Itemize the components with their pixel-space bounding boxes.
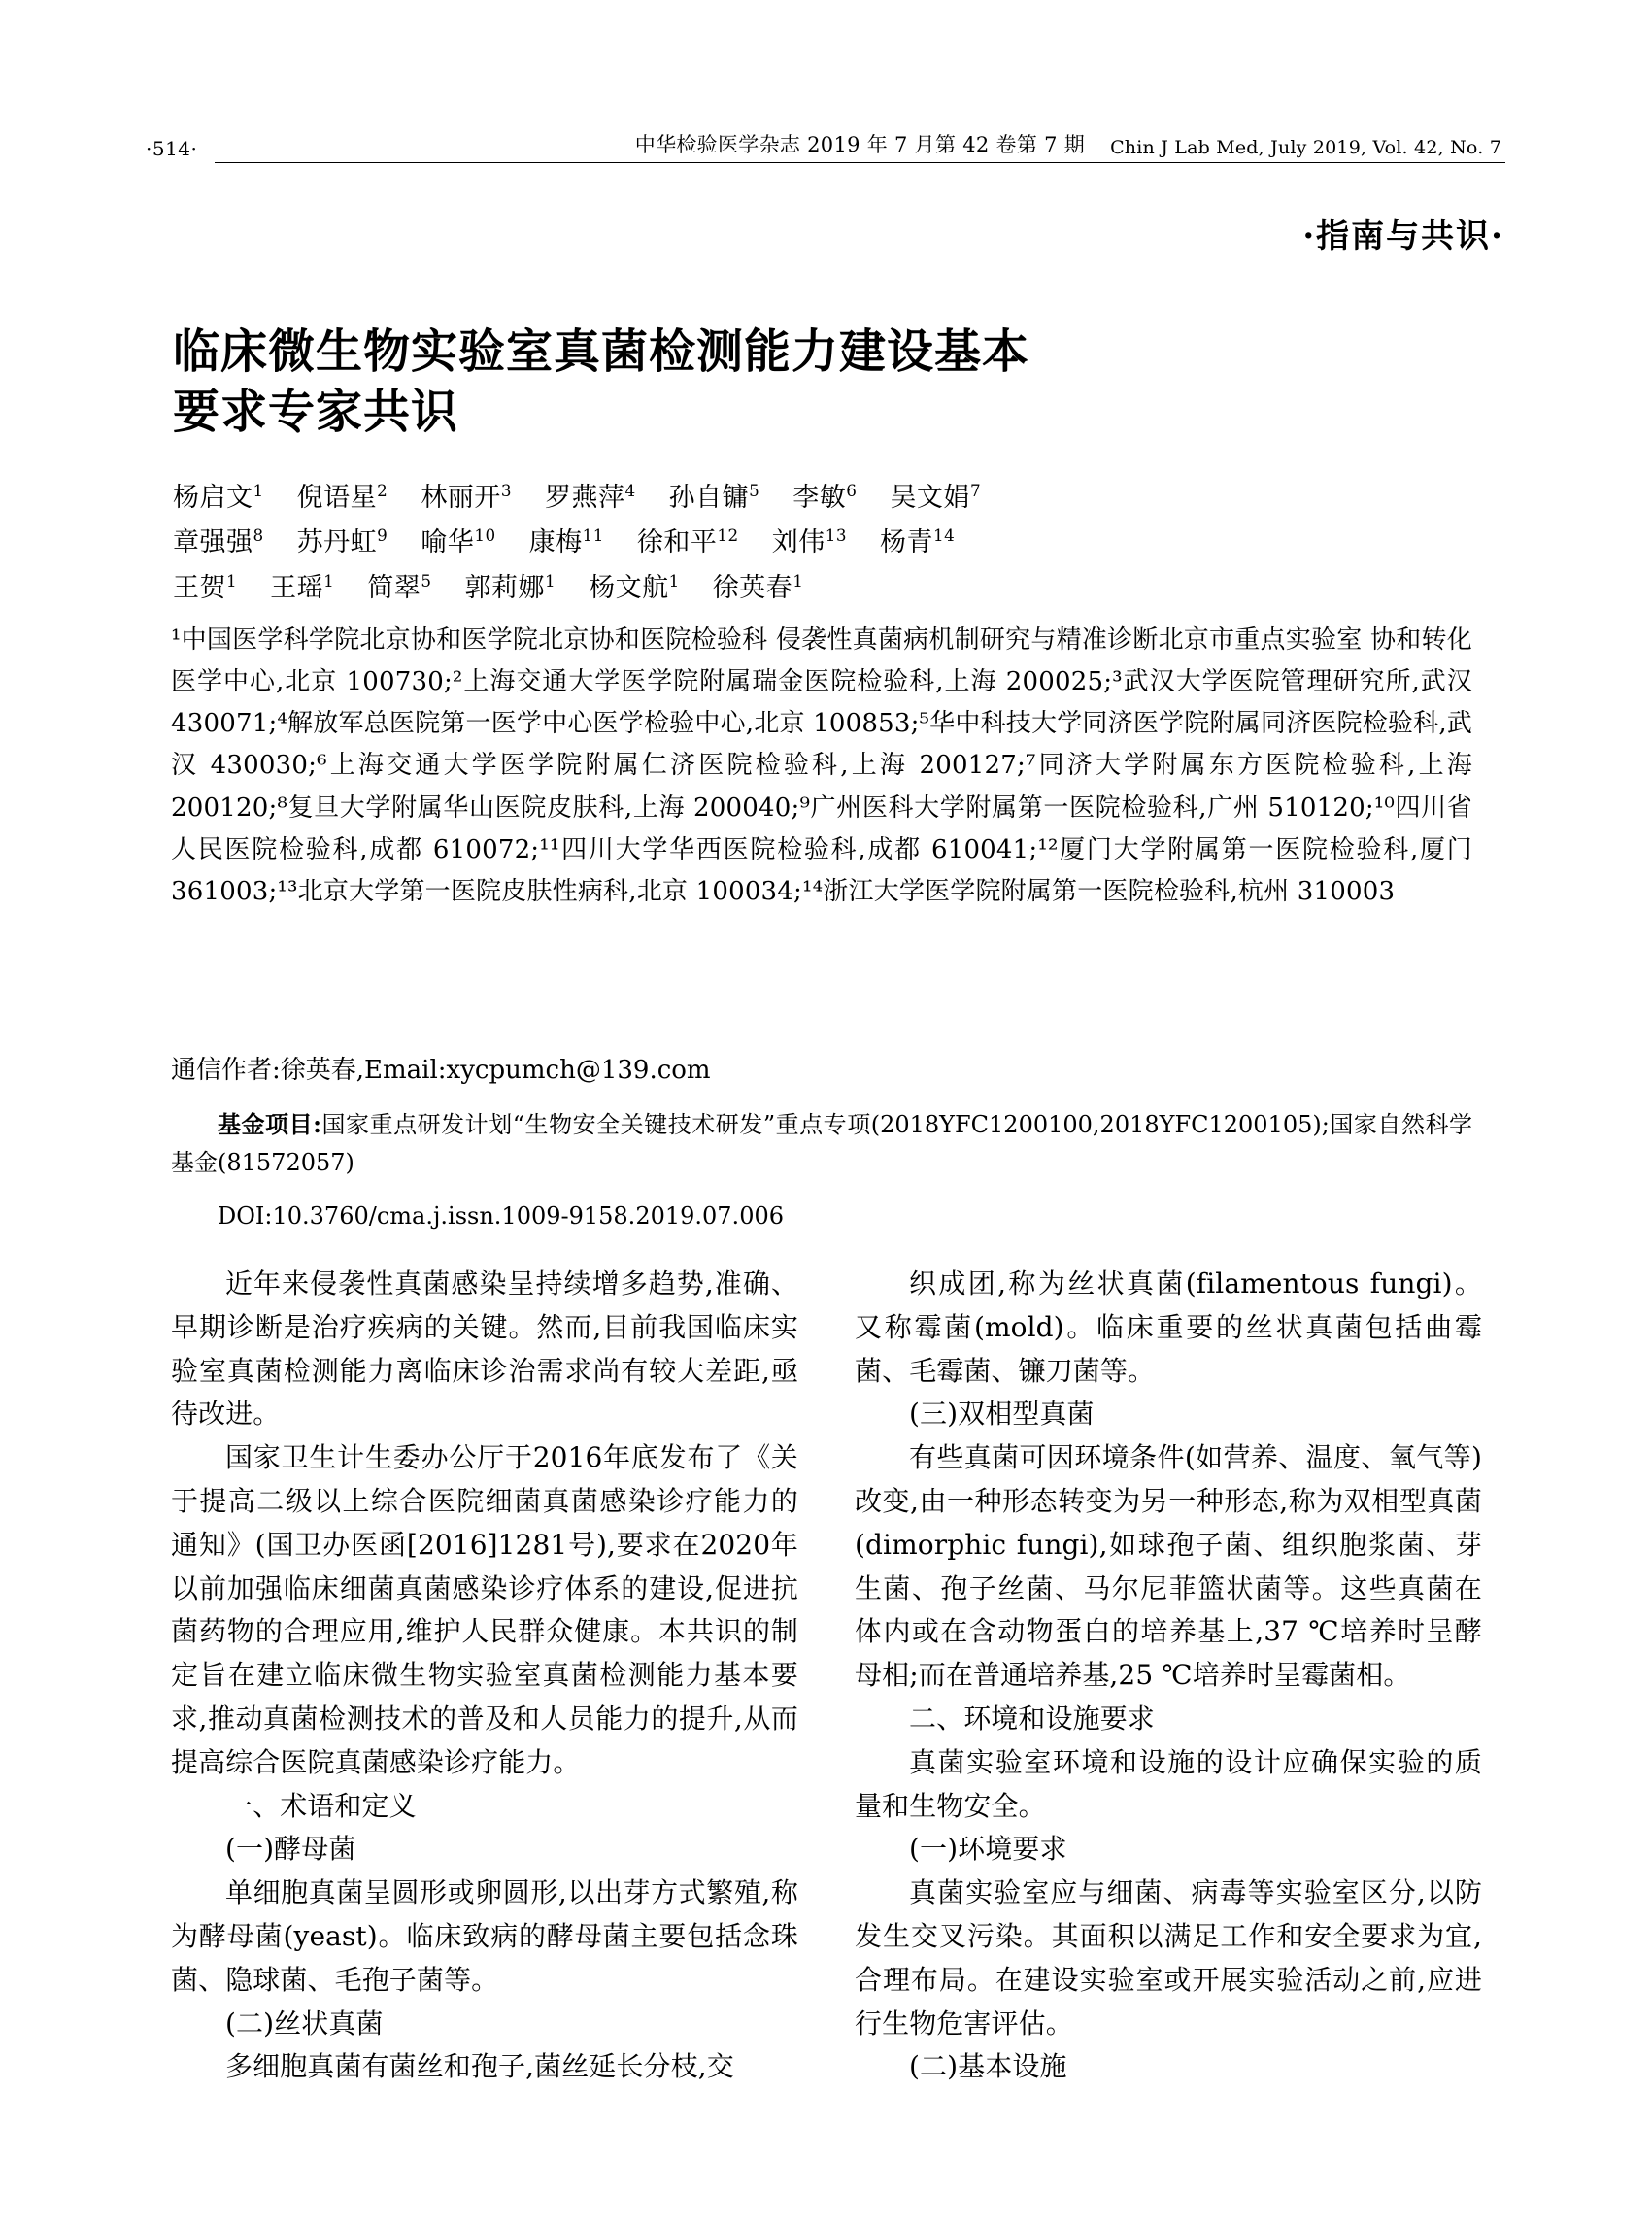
author-name: 林丽开$^3$ bbox=[421, 481, 512, 513]
body-paragraph: 近年来侵袭性真菌感染呈持续增多趋势,准确、早期诊断是治疗疾病的关键。然而,目前我国临床实验室真菌检测能力离临床诊治需求尚有较大差距,亟待改进。 bbox=[171, 1267, 798, 1431]
body-paragraph: 有些真菌可因环境条件(如营养、温度、氧气等)改变,由一种形态转变为另一种形态,称为双相型真菌(dimorphic fungi),如球孢子菌、组织胞浆菌、芽生菌、孢子丝菌、马尔尼菲篮状菌等。这些真菌在体内或在含动物蛋白的培养基上,37 ℃培养时呈酵母相;而在普通培养基,25 ℃培养时呈霉菌相。 bbox=[855, 1441, 1482, 1692]
author-name: 杨青$^{14}$ bbox=[880, 525, 956, 558]
author-name: 孙自镛$^5$ bbox=[668, 481, 760, 513]
author-affiliation-marker: 1 bbox=[226, 570, 238, 590]
author-name: 王瑶$^1$ bbox=[270, 570, 335, 603]
author-row bbox=[173, 566, 1416, 611]
author-name: 吴文娟$^7$ bbox=[890, 481, 982, 513]
funding-text: 国家重点研发计划“生物安全关键技术研发”重点专项(2018YFC1200100,2018YFC1200105);国家自然科学基金(81572057) bbox=[171, 1111, 1472, 1177]
body-paragraph: (三)双相型真菌 bbox=[909, 1398, 1095, 1431]
author-affiliation-marker: 1 bbox=[544, 570, 556, 590]
body-paragraph: 国家卫生计生委办公厅于2016年底发布了《关于提高二级以上综合医院细菌真菌感染诊疗能力的通知》(国卫办医函[2016]1281号),要求在2020年以前加强临床细菌真菌感染诊疗体系的建设,促进抗菌药物的合理应用,维护人民群众健康。本共识的制定旨在建立临床微生物实验室真菌检测能力基本要求,推动真菌检测技术的普及和人员能力的提升,从而提高综合医院真菌感染诊疗能力。 bbox=[171, 1441, 798, 1778]
author-affiliation-marker: 6 bbox=[846, 481, 858, 500]
author-affiliation-marker: 13 bbox=[825, 525, 847, 546]
doi-line: DOI:10.3760/cma.j.issn.1009-9158.2019.07.006 bbox=[218, 1202, 784, 1230]
page-folio: ·514· bbox=[146, 137, 198, 160]
body-column-right bbox=[855, 1263, 1482, 2156]
author-row bbox=[173, 521, 1416, 565]
body-paragraph: (二)丝状真菌 bbox=[225, 2007, 384, 2040]
author-name: 徐英春$^1$ bbox=[712, 570, 804, 603]
author-name: 罗燕萍$^4$ bbox=[544, 481, 636, 513]
body-column-left bbox=[171, 1263, 798, 2156]
author-name: 郭莉娜$^1$ bbox=[464, 570, 556, 603]
title-line-1: 临床微生物实验室真菌检测能力建设基本 bbox=[173, 324, 1030, 380]
author-affiliation-marker: 5 bbox=[749, 481, 760, 500]
author-affiliation-marker: 1 bbox=[253, 481, 264, 500]
author-name: 苏丹虹$^9$ bbox=[296, 525, 388, 558]
title-line-2: 要求专家共识 bbox=[173, 384, 459, 439]
running-head-rule bbox=[215, 129, 1505, 163]
author-affiliation-marker: 12 bbox=[717, 525, 739, 546]
author-affiliation-marker: 1 bbox=[323, 570, 335, 590]
funding-label: 基金项目: bbox=[218, 1110, 321, 1138]
author-affiliation-marker: 11 bbox=[582, 525, 604, 546]
author-affiliation-marker: 3 bbox=[500, 481, 512, 500]
author-affiliation-marker: 7 bbox=[969, 481, 982, 500]
author-name: 刘伟$^{13}$ bbox=[771, 525, 847, 558]
running-head bbox=[146, 124, 1505, 163]
affiliations: ¹中国医学科学院北京协和医学院北京协和医院检验科 侵袭性真菌病机制研究与精准诊断北京市重点实验室 协和转化医学中心,北京 100730;²上海交通大学医学院附属瑞金医院检验科,上海 200025;³武汉大学医院管理研究所,武汉 430071;⁴解放军总医院第一医学中心医学检验中心,北京 100853;⁵华中科技大学同济医学院附属同济医院检验科,武汉 430030;⁶上海交通大学医学院附属仁济医院检验科,上海 200127;⁷同济大学附属东方医院检验科,上海 200120;⁸复旦大学附属华山医院皮肤科,上海 200040;⁹广州医科大学附属第一医院检验科,广州 510120;¹⁰四川省人民医院检验科,成都 610072;¹¹四川大学华西医院检验科,成都 610041;¹²厦门大学附属第一医院检验科,厦门 361003;¹³北京大学第一医院皮肤性病科,北京 100034;¹⁴浙江大学医学院附属第一医院检验科,杭州 310003 bbox=[171, 625, 1472, 906]
author-name: 喻华$^{10}$ bbox=[421, 525, 496, 558]
author-affiliation-marker: 9 bbox=[377, 525, 388, 546]
author-list bbox=[173, 476, 1416, 611]
page-title bbox=[173, 322, 1319, 442]
author-name: 杨文航$^1$ bbox=[589, 570, 680, 603]
author-affiliation-marker: 10 bbox=[474, 525, 496, 546]
author-name: 王贺$^1$ bbox=[173, 570, 238, 603]
body-paragraph: (一)环境要求 bbox=[909, 1833, 1067, 1866]
body-paragraph: 织成团,称为丝状真菌(filamentous fungi)。又称霉菌(mold)。临床重要的丝状真菌包括曲霉菌、毛霉菌、镰刀菌等。 bbox=[855, 1267, 1482, 1387]
corresponding-author: 通信作者:徐英春,Email:xycpumch@139.com bbox=[171, 1056, 711, 1085]
author-affiliation-marker: 8 bbox=[253, 525, 264, 546]
author-name: 简翠$^5$ bbox=[367, 570, 432, 603]
body-paragraph: 二、环境和设施要求 bbox=[909, 1702, 1155, 1735]
author-affiliation-marker: 2 bbox=[377, 481, 388, 500]
body-paragraph: 真菌实验室应与细菌、病毒等实验室区分,以防发生交叉污染。其面积以满足工作和安全要求为宜,合理布局。在建设实验室或开展实验活动之前,应进行生物危害评估。 bbox=[855, 1876, 1482, 2040]
body-paragraph: 单细胞真菌呈圆形或卵圆形,以出芽方式繁殖,称为酵母菌(yeast)。临床致病的酵母菌主要包括念珠菌、隐球菌、毛孢子菌等。 bbox=[171, 1876, 798, 1996]
author-row bbox=[173, 476, 1416, 521]
body-paragraph: (二)基本设施 bbox=[909, 2050, 1067, 2083]
journal-name-cn: 中华检验医学杂志 2019 年 7 月第 42 卷第 7 期 bbox=[634, 133, 1086, 156]
author-affiliation-marker: 14 bbox=[933, 525, 956, 546]
body-paragraph: 多细胞真菌有菌丝和孢子,菌丝延长分枝,交 bbox=[225, 2050, 734, 2083]
author-name: 倪语星$^2$ bbox=[296, 481, 388, 513]
author-affiliation-marker: 5 bbox=[421, 570, 432, 590]
author-name: 杨启文$^1$ bbox=[173, 481, 264, 513]
author-name: 章强强$^8$ bbox=[173, 525, 264, 558]
journal-name-en: Chin J Lab Med, July 2019, Vol. 42, No. 7 bbox=[1110, 137, 1501, 158]
author-name: 李敏$^6$ bbox=[792, 481, 858, 513]
body-paragraph: 一、术语和定义 bbox=[225, 1789, 417, 1822]
author-name: 徐和平$^{12}$ bbox=[636, 525, 739, 558]
author-affiliation-marker: 1 bbox=[668, 570, 680, 590]
article-category: ·指南与共识· bbox=[1302, 217, 1504, 255]
body-paragraph: (一)酵母菌 bbox=[225, 1833, 356, 1866]
author-affiliation-marker: 4 bbox=[624, 481, 636, 500]
funding-note bbox=[171, 1105, 1472, 1183]
author-name: 康梅$^{11}$ bbox=[528, 525, 604, 558]
body-paragraph: 真菌实验室环境和设施的设计应确保实验的质量和生物安全。 bbox=[855, 1745, 1482, 1822]
author-affiliation-marker: 1 bbox=[792, 570, 804, 590]
article-body bbox=[171, 1263, 1482, 2156]
